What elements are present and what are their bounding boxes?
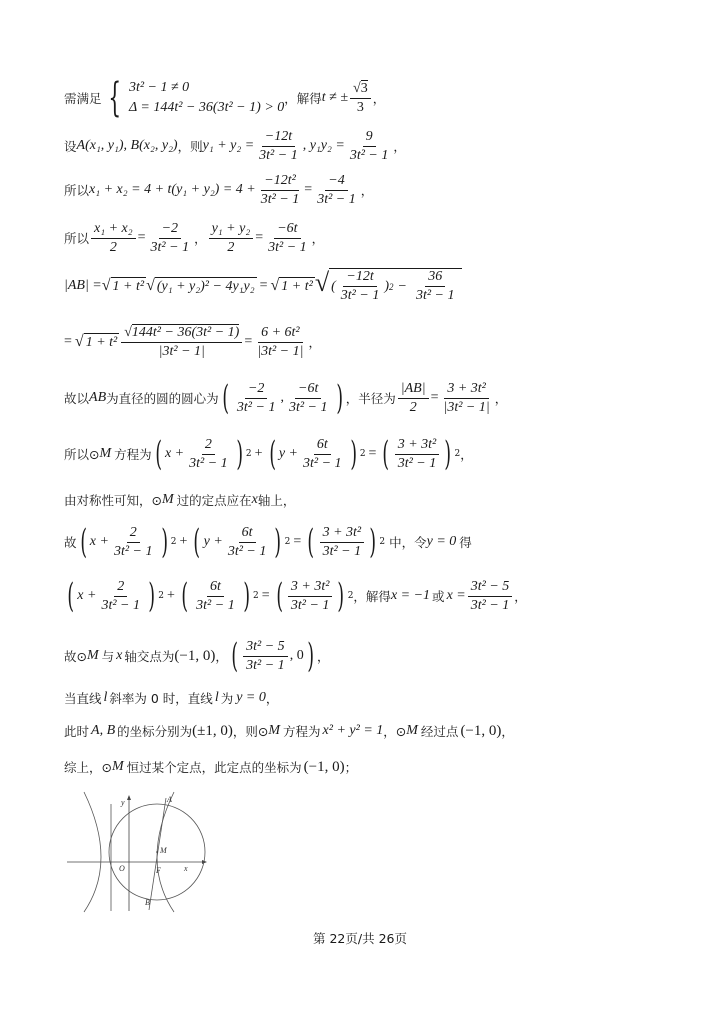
- line-special-case: 此时 A, B 的坐标分别为 (±1, 0) ，则⊙ M 方程为 x² + y² = 1 ，⊙ M 经过点 (−1, 0) ，: [64, 722, 514, 739]
- line-circle-equation: 所以⊙ M 方程为 ( x + $\frac{2}{\text{3t² − 1}}$ ) 2 + ( y + $\frac{6t}{\text{3t² − 1}}$ ) 2 = ( $\frac{\text{3 + 3t²}}{\text{3t² − 1}}$ ) 2 ，: [64, 434, 473, 474]
- inequality-system: 3t² − 1 ≠ 0 Δ = 144t² − 36(3t² − 1) > 0: [128, 80, 285, 115]
- point-m: [156, 851, 158, 853]
- y-axis-arrow: [127, 795, 131, 800]
- page-footer: 第 22页/共 26页: [313, 931, 407, 946]
- label-m: M: [160, 846, 167, 855]
- line-center-radius: 故以 AB 为直径的圆的圆心为 ( $\frac{-2}{\text{3t² − 1}}$ , $\frac{-6t}{\text{3t² − 1}}$ ) ，半径为 $\frac{|AB|}{2}$ = $\frac{\text{3 + 3t²}}{\text{|3t² − 1|}}$ ，: [64, 378, 508, 418]
- hyperbola-left-branch: [84, 792, 101, 912]
- line-vieta: 设 A(x₁, y₁), B(x₂, y₂) ，则 y₁ + y₂ = $\frac{-12t}{\text{3t² − 1}}$ , y₁y₂ = $\frac{9}{\text{3t² − 1}}$ ，: [64, 128, 406, 163]
- label-o: O: [119, 864, 125, 873]
- line-x-sum: 所以 x₁ + x₂ = 4 + t(y₁ + y₂) = 4 + $\frac{\text{−12t²}}{\text{3t² − 1}}$ = $\frac{-4}{\text{3t² − 1}}$ ，: [64, 172, 374, 207]
- line-intersections: 故⊙ M 与 x 轴交点为 (−1, 0) ， ( $\frac{\text{3t² − 5}}{\text{3t² − 1}}$ , 0 ) ，: [64, 636, 330, 676]
- hyperbola-circle-figure: [62, 786, 212, 916]
- line-chord-simplified: = √ 1 + t² $\frac{\text{√144t² − 36(3t² − 1)}}{\text{|3t² − 1|}}$ = $\frac{\text{6 + 6t²}}{\text{|3t² − 1|}}$ ，: [64, 324, 321, 359]
- sqrt3-over-3: $\frac{√3}{3}$: [350, 81, 371, 116]
- label-b: B: [145, 898, 150, 907]
- label-a: A: [167, 795, 172, 804]
- line-midpoint: 所以 $\frac{\text{x₁ + x₂}}{2}$ = $\frac{-2}{\text{3t² − 1}}$ ， $\frac{\text{y₁ + y₂}}{2}$ = $\frac{-6t}{\text{3t² − 1}}$ ，: [64, 220, 325, 255]
- label-f: F: [156, 866, 161, 875]
- line-conclusion: 综上，⊙ M 恒过某个定点，此定点的坐标为 (−1, 0) ；: [64, 758, 358, 775]
- label-x: x: [184, 864, 188, 873]
- line-chord-length: |AB| = √ 1 + t² √ (y₁ + y₂)² − 4y₁y₂ = √ 1 + t² √ ( $\frac{-12t}{\text{3t² − 1}}$ ) 2 − $\frac{36}{\text{3t² − 1}}$: [64, 264, 462, 308]
- line-symmetry: 由对称性可知，⊙ M 过的定点应在 x 轴上，: [64, 492, 296, 508]
- label-y: y: [121, 798, 125, 807]
- left-brace: {: [107, 75, 121, 121]
- line-substitute: 故 ( x + $\frac{2}{\text{3t² − 1}}$ ) 2 + ( y + $\frac{6t}{\text{3t² − 1}}$ ) 2 = ( $\frac{\text{3 + 3t²}}{\text{3t² − 1}}$ ) 2 中，令 y = 0 得: [64, 522, 472, 562]
- line-solve: ( x + $\frac{2}{\text{3t² − 1}}$ ) 2 + ( $\frac{6t}{\text{3t² − 1}}$ ) 2 = ( $\frac{\text{3 + 3t²}}{\text{3t² − 1}}$ ) 2 ，解得 x = −1 或 x = $\frac{\text{3t² − 5}}{\text{3t² − 1}}$ ，: [67, 576, 527, 616]
- line-zero-slope: 当直线 l 斜率为 0 时，直线 l 为 y = 0 ，: [64, 690, 279, 706]
- line-condition: 需满足 { 3t² − 1 ≠ 0 Δ = 144t² − 36(3t² − 1) > 0 ，解得 t ≠ ± $\frac{√3}{3}$ ，: [64, 75, 386, 121]
